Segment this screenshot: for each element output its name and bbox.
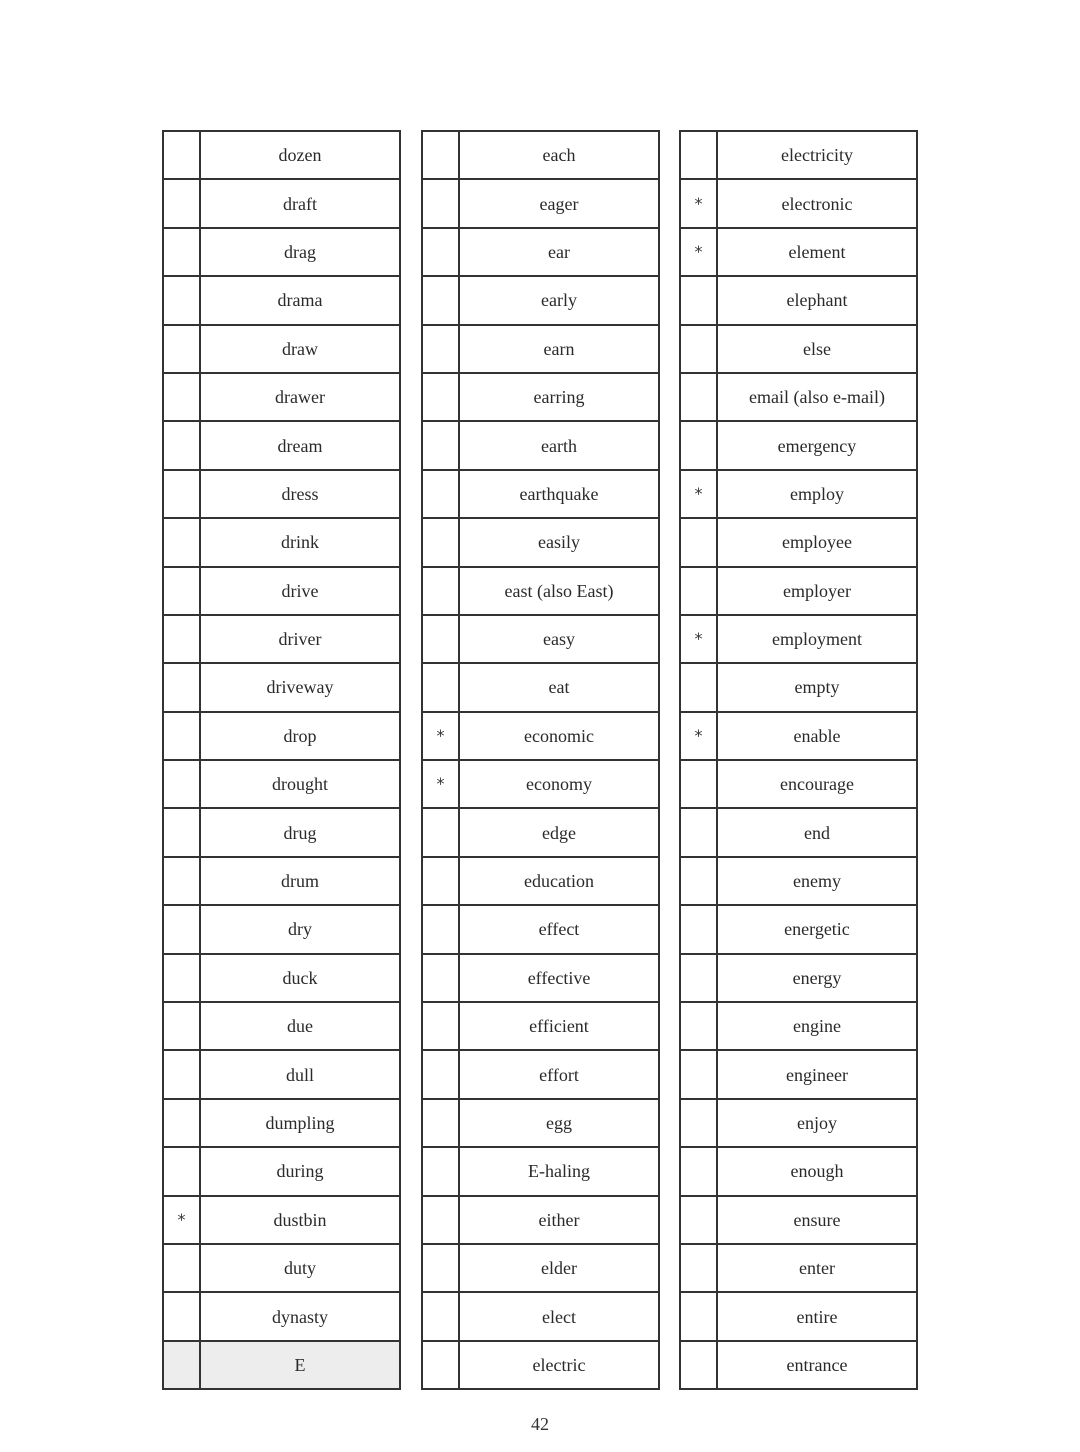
- mark-cell: [422, 567, 459, 615]
- mark-cell: [422, 808, 459, 856]
- mark-cell: [163, 1099, 200, 1147]
- word-cell: enable: [717, 712, 917, 760]
- word-cell: drive: [200, 567, 400, 615]
- word-cell: end: [717, 808, 917, 856]
- mark-cell: [680, 808, 717, 856]
- table-row: [422, 373, 659, 421]
- table-row: [422, 712, 659, 760]
- table-row: [680, 373, 917, 421]
- table-row: [680, 1099, 917, 1147]
- table-row: [163, 808, 400, 856]
- word-cell: drug: [200, 808, 400, 856]
- table-row: [163, 760, 400, 808]
- table-row: [680, 1196, 917, 1244]
- table-row: [163, 1050, 400, 1098]
- word-cell: edge: [459, 808, 659, 856]
- table-row: [422, 1147, 659, 1195]
- mark-cell: [422, 1196, 459, 1244]
- table-row: [680, 857, 917, 905]
- word-cell: eager: [459, 179, 659, 227]
- table-row: [422, 615, 659, 663]
- page-number: 42: [531, 1414, 549, 1434]
- table-row: [422, 1050, 659, 1098]
- word-cell: entire: [717, 1292, 917, 1340]
- word-cell: duty: [200, 1244, 400, 1292]
- table-row: [163, 905, 400, 953]
- mark-cell: [163, 1050, 200, 1098]
- table-row: [163, 1292, 400, 1340]
- word-cell: driver: [200, 615, 400, 663]
- mark-cell: [680, 325, 717, 373]
- table-row: [680, 470, 917, 518]
- table-row: [163, 1002, 400, 1050]
- mark-cell: [422, 615, 459, 663]
- word-cell: dull: [200, 1050, 400, 1098]
- table-row: [422, 325, 659, 373]
- table-row: [680, 1002, 917, 1050]
- table-row: [422, 1244, 659, 1292]
- word-cell: each: [459, 131, 659, 179]
- mark-cell: [680, 857, 717, 905]
- table-row: [422, 228, 659, 276]
- word-cell: drawer: [200, 373, 400, 421]
- word-table-column-2: [421, 130, 660, 1390]
- mark-cell: [422, 905, 459, 953]
- word-cell: engineer: [717, 1050, 917, 1098]
- word-cell: dream: [200, 421, 400, 469]
- table-row: [163, 373, 400, 421]
- table-row: [680, 905, 917, 953]
- mark-cell: [680, 131, 717, 179]
- word-cell: element: [717, 228, 917, 276]
- word-cell: duck: [200, 954, 400, 1002]
- table-row: [422, 421, 659, 469]
- word-cell: dumpling: [200, 1099, 400, 1147]
- word-cell: earthquake: [459, 470, 659, 518]
- word-cell: enough: [717, 1147, 917, 1195]
- word-cell: either: [459, 1196, 659, 1244]
- word-cell: due: [200, 1002, 400, 1050]
- mark-cell: [163, 712, 200, 760]
- word-cell: enjoy: [717, 1099, 917, 1147]
- word-cell: education: [459, 857, 659, 905]
- mark-cell: [680, 905, 717, 953]
- table-row: [680, 760, 917, 808]
- table-row: [422, 470, 659, 518]
- table-row: [680, 228, 917, 276]
- mark-cell: [163, 1244, 200, 1292]
- word-cell: E-haling: [459, 1147, 659, 1195]
- mark-cell: [680, 421, 717, 469]
- table-row: [422, 954, 659, 1002]
- table-row: [680, 954, 917, 1002]
- asterisk-mark: *: [163, 1196, 200, 1244]
- table-row: [422, 857, 659, 905]
- table-row: [422, 1292, 659, 1340]
- table-row: [422, 1002, 659, 1050]
- mark-cell: [163, 1292, 200, 1340]
- table-row: [422, 1099, 659, 1147]
- mark-cell: [422, 1099, 459, 1147]
- table-row: [680, 615, 917, 663]
- word-cell: east (also East): [459, 567, 659, 615]
- mark-cell: [422, 954, 459, 1002]
- word-cell: electronic: [717, 179, 917, 227]
- word-cell: dress: [200, 470, 400, 518]
- table-row: [163, 325, 400, 373]
- mark-cell: [163, 1147, 200, 1195]
- table-row: [680, 712, 917, 760]
- word-cell: else: [717, 325, 917, 373]
- word-cell: driveway: [200, 663, 400, 711]
- word-cell: earth: [459, 421, 659, 469]
- mark-cell: [163, 470, 200, 518]
- mark-cell: [680, 1099, 717, 1147]
- mark-cell: [680, 567, 717, 615]
- mark-cell: [422, 470, 459, 518]
- word-cell: dry: [200, 905, 400, 953]
- word-cell: employee: [717, 518, 917, 566]
- mark-cell: [680, 276, 717, 324]
- word-cell: energy: [717, 954, 917, 1002]
- table-row: [163, 663, 400, 711]
- asterisk-mark: *: [680, 179, 717, 227]
- table-row: [680, 663, 917, 711]
- table-row: [163, 179, 400, 227]
- word-cell: enter: [717, 1244, 917, 1292]
- word-cell: ear: [459, 228, 659, 276]
- mark-cell: [422, 663, 459, 711]
- mark-cell: [422, 857, 459, 905]
- mark-cell: [680, 1050, 717, 1098]
- mark-cell: [422, 1341, 459, 1389]
- table-row: [422, 518, 659, 566]
- table-row: [680, 276, 917, 324]
- word-cell: drought: [200, 760, 400, 808]
- word-cell: electricity: [717, 131, 917, 179]
- word-cell: earn: [459, 325, 659, 373]
- asterisk-mark: *: [680, 615, 717, 663]
- mark-cell: [680, 518, 717, 566]
- mark-cell: [163, 760, 200, 808]
- mark-cell: [422, 1050, 459, 1098]
- word-cell: draw: [200, 325, 400, 373]
- mark-cell: [422, 228, 459, 276]
- mark-cell: [163, 373, 200, 421]
- mark-cell: [163, 1002, 200, 1050]
- table-row: [163, 470, 400, 518]
- table-row: [163, 1099, 400, 1147]
- word-cell: employer: [717, 567, 917, 615]
- asterisk-mark: *: [422, 712, 459, 760]
- word-cell: drop: [200, 712, 400, 760]
- table-row: [163, 228, 400, 276]
- table-row: [163, 276, 400, 324]
- table-row: [680, 179, 917, 227]
- word-cell: enemy: [717, 857, 917, 905]
- word-cell: elephant: [717, 276, 917, 324]
- asterisk-mark: *: [422, 760, 459, 808]
- mark-cell: [422, 179, 459, 227]
- mark-cell: [163, 228, 200, 276]
- table-row: [422, 276, 659, 324]
- word-cell: efficient: [459, 1002, 659, 1050]
- table-row: [680, 518, 917, 566]
- word-cell: during: [200, 1147, 400, 1195]
- mark-cell: [422, 1147, 459, 1195]
- word-cell: energetic: [717, 905, 917, 953]
- mark-cell: [422, 1244, 459, 1292]
- word-cell: early: [459, 276, 659, 324]
- table-row: [680, 1147, 917, 1195]
- word-cell: drink: [200, 518, 400, 566]
- word-cell: easy: [459, 615, 659, 663]
- table-row: [163, 712, 400, 760]
- table-row: [680, 1050, 917, 1098]
- table-row: [163, 857, 400, 905]
- word-cell: electric: [459, 1341, 659, 1389]
- section-letter: E: [200, 1341, 400, 1389]
- asterisk-mark: *: [680, 712, 717, 760]
- table-row: [680, 131, 917, 179]
- mark-cell: [163, 421, 200, 469]
- mark-cell: [163, 905, 200, 953]
- table-row: [422, 1196, 659, 1244]
- table-row: [422, 1341, 659, 1389]
- word-cell: effect: [459, 905, 659, 953]
- mark-cell: [163, 518, 200, 566]
- table-row: [163, 518, 400, 566]
- word-cell: empty: [717, 663, 917, 711]
- table-row: [163, 1244, 400, 1292]
- table-row: [422, 663, 659, 711]
- table-row: [680, 567, 917, 615]
- mark-cell: [680, 1002, 717, 1050]
- mark-cell: [680, 663, 717, 711]
- word-cell: earring: [459, 373, 659, 421]
- word-cell: effort: [459, 1050, 659, 1098]
- table-row: [163, 615, 400, 663]
- table-row: [163, 954, 400, 1002]
- table-row: [422, 760, 659, 808]
- letter-heading-row: [163, 1341, 400, 1389]
- mark-cell: [422, 1292, 459, 1340]
- mark-cell: [163, 325, 200, 373]
- word-cell: draft: [200, 179, 400, 227]
- word-cell: economy: [459, 760, 659, 808]
- word-cell: dynasty: [200, 1292, 400, 1340]
- mark-cell: [422, 518, 459, 566]
- table-row: [422, 905, 659, 953]
- word-table-column-1: [162, 130, 401, 1390]
- word-cell: employment: [717, 615, 917, 663]
- mark-cell: [680, 1196, 717, 1244]
- table-row: [680, 325, 917, 373]
- mark-cell: [163, 857, 200, 905]
- word-cell: dustbin: [200, 1196, 400, 1244]
- table-row: [680, 421, 917, 469]
- mark-cell: [422, 276, 459, 324]
- word-cell: effective: [459, 954, 659, 1002]
- mark-cell: [680, 1341, 717, 1389]
- table-row: [163, 1147, 400, 1195]
- mark-cell: [680, 954, 717, 1002]
- word-cell: employ: [717, 470, 917, 518]
- word-cell: emergency: [717, 421, 917, 469]
- mark-cell: [680, 1244, 717, 1292]
- mark-cell: [163, 179, 200, 227]
- table-row: [680, 1244, 917, 1292]
- table-row: [163, 131, 400, 179]
- mark-cell: [422, 373, 459, 421]
- word-cell: economic: [459, 712, 659, 760]
- mark-cell: [163, 615, 200, 663]
- word-cell: eat: [459, 663, 659, 711]
- table-row: [163, 567, 400, 615]
- word-cell: engine: [717, 1002, 917, 1050]
- table-row: [163, 1196, 400, 1244]
- mark-cell: [163, 808, 200, 856]
- mark-cell: [163, 276, 200, 324]
- table-row: [422, 808, 659, 856]
- word-cell: ensure: [717, 1196, 917, 1244]
- mark-cell: [422, 1002, 459, 1050]
- word-cell: entrance: [717, 1341, 917, 1389]
- mark-cell: [680, 1147, 717, 1195]
- word-cell: dozen: [200, 131, 400, 179]
- table-row: [422, 567, 659, 615]
- mark-cell: [163, 567, 200, 615]
- word-table-column-3: [679, 130, 918, 1390]
- asterisk-mark: *: [680, 470, 717, 518]
- table-row: [422, 179, 659, 227]
- word-cell: elder: [459, 1244, 659, 1292]
- asterisk-mark: *: [680, 228, 717, 276]
- table-row: [163, 421, 400, 469]
- table-row: [680, 808, 917, 856]
- table-row: [680, 1292, 917, 1340]
- word-cell: drag: [200, 228, 400, 276]
- word-cell: encourage: [717, 760, 917, 808]
- table-row: [422, 131, 659, 179]
- mark-cell: [422, 131, 459, 179]
- mark-cell: [422, 421, 459, 469]
- word-cell: drama: [200, 276, 400, 324]
- mark-cell: [680, 760, 717, 808]
- mark-cell: [163, 663, 200, 711]
- mark-cell: [163, 954, 200, 1002]
- word-cell: egg: [459, 1099, 659, 1147]
- table-row: [680, 1341, 917, 1389]
- word-cell: easily: [459, 518, 659, 566]
- mark-cell: [163, 1341, 200, 1389]
- mark-cell: [422, 325, 459, 373]
- mark-cell: [163, 131, 200, 179]
- word-cell: drum: [200, 857, 400, 905]
- mark-cell: [680, 373, 717, 421]
- mark-cell: [680, 1292, 717, 1340]
- word-cell: email (also e-mail): [717, 373, 917, 421]
- word-cell: elect: [459, 1292, 659, 1340]
